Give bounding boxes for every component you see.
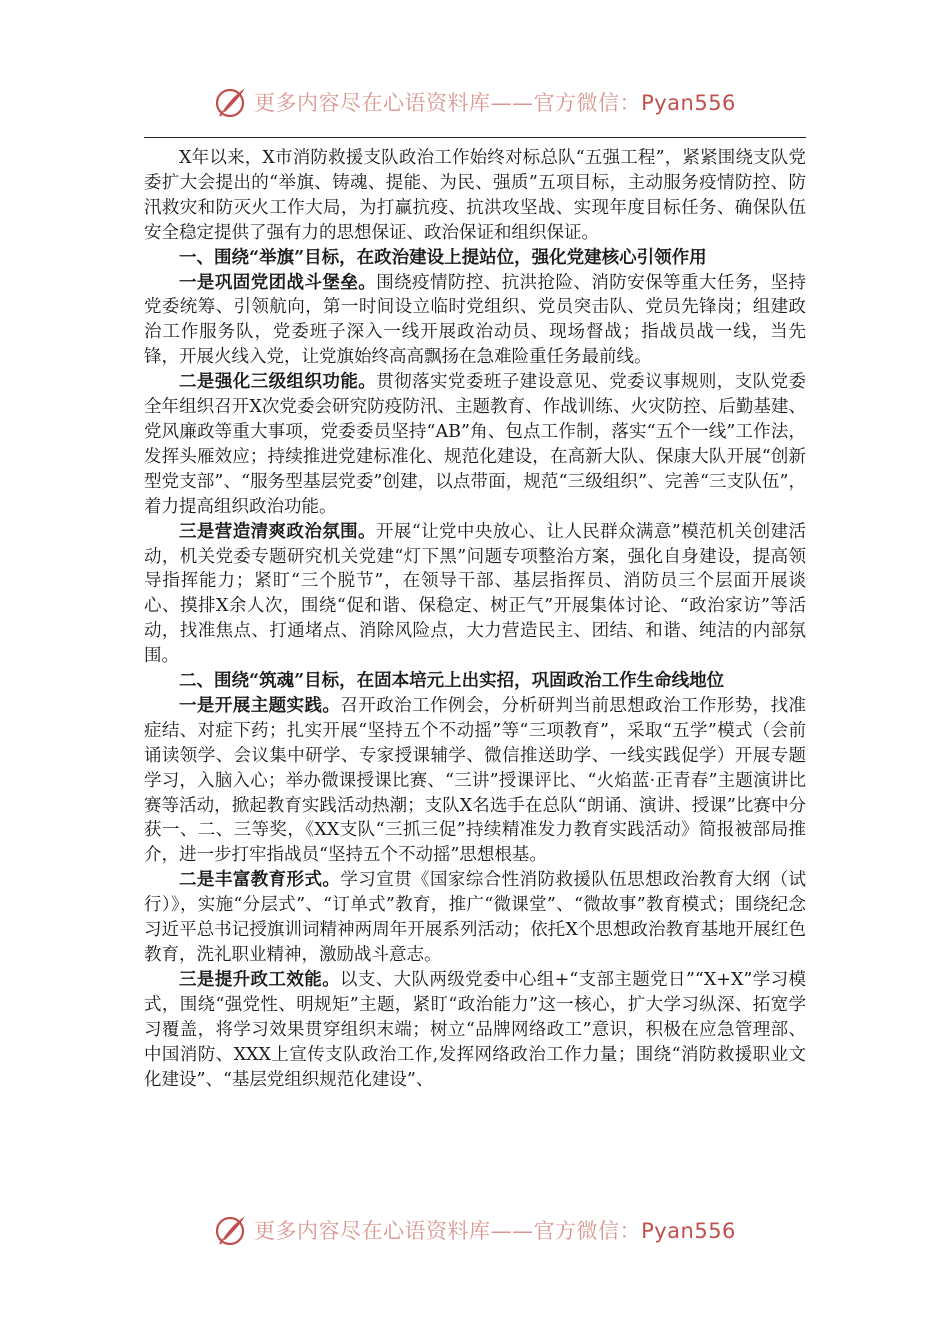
banner-text: 更多内容尽在心语资料库——官方微信：Pyan556 <box>254 91 736 115</box>
intro-paragraph: X年以来，X市消防救援支队政治工作始终对标总队“五强工程”，紧紧围绕支队党委扩大会提出的“举旗、铸魂、提能、为民、强质”五项目标，主动服务疫情防控、防汛救灾和防灭火工作大局，为打赢抗疫、抗洪攻坚战、实现年度目标任务、确保队伍安全稳定提供了强有力的思想保证、政治保证和组织保证。 <box>144 148 806 243</box>
paragraph-1-2: 二是强化三级组织功能。贯彻落实党委班子建设意见、党委议事规则，支队党委全年组织召开X次党委会研究防疫防汛、主题教育、作战训练、火灾防控、后勤基建、党风廉政等重大事项，党委委员坚持“AB”角、包点工作制，落实“五个一线”工作法，发挥头雁效应；持续推进党建标准化、规范化建设，在高新大队、保康大队开展“创新型党支部”、“服务型基层党委”创建，以点带面，规范“三级组织”、完善“三支队伍”，着力提高组织政治功能。 <box>144 372 807 517</box>
header-watermark-banner <box>0 82 950 122</box>
paragraph-2-1: 一是开展主题实践。召开政治工作例会，分析研判当前思想政治工作形势，找准症结、对症下药；扎实开展“坚持五个不动摇”等“三项教育”，采取“五学”模式（会前诵读领学、会议集中研学、专家授课辅学、微信推送助学、一线实践促学）开展专题学习，入脑入心；举办微课授课比赛、“三讲”授课评比、“火焰蓝·正青春”主题演讲比赛等活动，掀起教育实践活动热潮；支队X名选手在总队“朗诵、演讲、授课”比赛中分获一、二、三等奖，《XX支队“三抓三促”持续精准发力教育实践活动》简报被部局推介，进一步打牢指战员“坚持五个不动摇”思想根基。 <box>144 695 807 866</box>
paragraph-lead: 二是丰富教育形式。 <box>179 870 341 891</box>
footer-watermark-banner <box>0 1210 950 1250</box>
header-divider <box>144 137 806 138</box>
quill-pen-logo-icon <box>214 1213 248 1247</box>
paragraph-lead: 三是营造清爽政治氛围。 <box>179 521 376 542</box>
paragraph-lead: 二是强化三级组织功能。 <box>179 372 377 393</box>
section-heading-2: 二、围绕“筑魂”目标，在固本培元上出实招，巩固政治工作生命线地位 <box>179 671 725 692</box>
section-heading-1: 一、围绕“举旗”目标，在政治建设上提站位，强化党建核心引领作用 <box>179 247 707 268</box>
paragraph-1-3: 三是营造清爽政治氛围。开展“让党中央放心、让人民群众满意”模范机关创建活动，机关党委专题研究机关党建“灯下黑”问题专项整治方案，强化自身建设，提高领导指挥能力；紧盯“三个脱节”，在领导干部、基层指挥员、消防员三个层面开展谈心、摸排X余人次，围绕“促和谐、保稳定、树正气”开展集体讨论、“政治家访”等活动，找准焦点、打通堵点、消除风险点，大力营造民主、团结、和谐、纯洁的内部氛围。 <box>144 521 806 667</box>
quill-pen-logo-icon <box>214 85 248 119</box>
paragraph-2-3: 三是提升政工效能。以支、大队两级党委中心组+“支部主题党日”“X+X”学习模式，围绕“强党性、明规矩”主题，紧盯“政治能力”这一核心，扩大学习纵深、拓宽学习覆盖，将学习效果贯穿组织末端；树立“品牌网络政工”意识，积极在应急管理部、中国消防、XXX上宣传支队政治工作,发挥网络政治工作力量；围绕“消防救援职业文化建设”、“基层党组织规范化建设”、 <box>144 969 807 1090</box>
paragraph-1-1: 一是巩固党团战斗堡垒。围绕疫情防控、抗洪抢险、消防安保等重大任务，坚持党委统筹、引领航向，第一时间设立临时党组织、党员突击队、党员先锋岗；组建政治工作服务队，党委班子深入一线开展政治动员、现场督战；指战员战一线，当先锋，开展火线入党，让党旗始终高高飘扬在急难险重任务最前线。 <box>144 272 807 368</box>
paragraph-2-2: 二是丰富教育形式。学习宣贯《国家综合性消防救援队伍思想政治教育大纲（试行）》，实施“分层式”、“订单式”教育，推广“微课堂”、“微故事”教育模式；围绕纪念习近平总书记授旗训词精神两周年开展系列活动；依托X个思想政治教育基地开展红色教育，洗礼职业精神，激励战斗意志。 <box>144 870 807 965</box>
banner-text: 更多内容尽在心语资料库——官方微信：Pyan556 <box>254 1219 736 1243</box>
paragraph-lead: 一是巩固党团战斗堡垒。 <box>179 272 377 293</box>
document-body <box>144 146 806 1092</box>
paragraph-lead: 三是提升政工效能。 <box>179 969 340 990</box>
paragraph-lead: 一是开展主题实践。 <box>179 695 341 716</box>
